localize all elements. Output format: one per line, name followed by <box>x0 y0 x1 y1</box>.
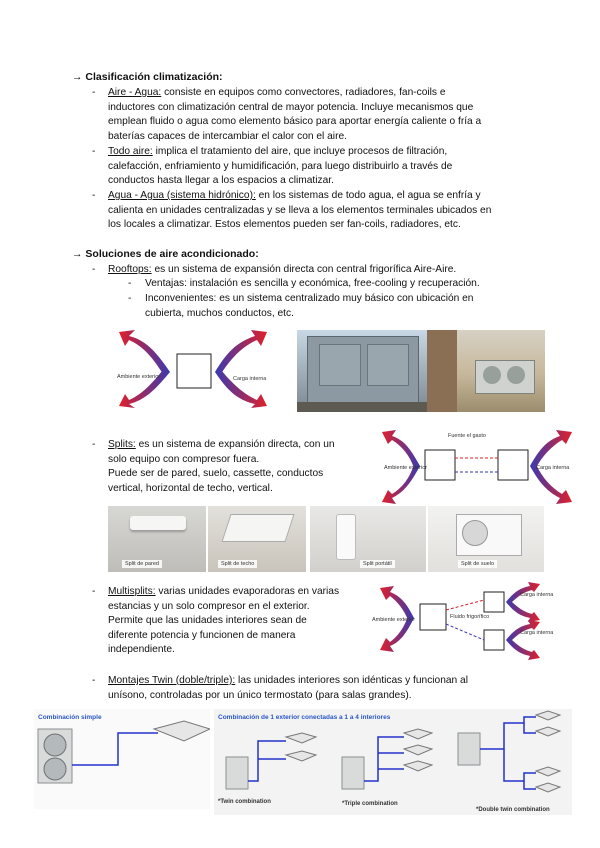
fan-icon <box>44 734 66 756</box>
item-splits <box>108 438 388 496</box>
arrow-out-icon <box>382 430 420 468</box>
text-line: calienta en unidades centralizadas y se lleva a los elementos terminales ubicados en <box>108 204 492 216</box>
bullet-dash: - <box>92 146 96 157</box>
arrow-in-right-icon <box>506 638 540 660</box>
outdoor-unit-icon <box>458 733 480 765</box>
simple-combination-panel <box>34 709 210 809</box>
text-line: inductores con climatización central de mayor potencia. Incluye mecanismos que <box>108 101 474 113</box>
split-wall-photo <box>108 506 206 572</box>
rooftop-roof-photo <box>427 330 545 412</box>
text-line: emplean fluido o agua como elemento básico para aportar energía caliente o fría a <box>108 116 482 128</box>
arrow-out-right-icon <box>215 330 267 374</box>
label-double-twin: *Double twin combination <box>476 807 550 813</box>
outdoor-unit-icon <box>342 757 364 789</box>
label-ambiente-exterior: Ambiente exterior <box>372 617 416 623</box>
term-aire-agua: Aire - Agua: <box>108 87 162 98</box>
label-carga-interna-1: Carga interna <box>520 592 554 598</box>
label-carga-interna: Carga interna <box>536 465 570 471</box>
label-triple: *Triple combination <box>342 801 398 807</box>
bullet-dash: - <box>92 675 96 686</box>
text-line: diferente potencia y funcionen de manera <box>108 629 296 641</box>
text-line: es un sistema de expansión directa con central frigorífica Aire-Aire. <box>151 264 457 275</box>
text-line: varias unidades evaporadoras en varias <box>155 586 340 597</box>
bullet-dash: - <box>92 87 96 98</box>
text-line: calefacción, enfriamiento y humidificación, para luego distribuirlo a través de <box>108 160 453 172</box>
label-fluido-frigorifico: Fluido frigorífico <box>450 614 490 620</box>
text-line: unísono, controladas por un único termostato (para salas grandes). <box>108 689 412 701</box>
bullet-dash: - <box>92 190 96 201</box>
term-multisplits: Multisplits: <box>108 586 156 597</box>
text-line: en los sistemas de todo agua, el agua se enfría y <box>255 190 481 201</box>
split-ceiling-photo <box>208 506 306 572</box>
outdoor-unit-icon <box>226 757 248 789</box>
label-carga-interna: Carga interna <box>233 376 267 382</box>
caption-split-suelo: Split de suelo <box>458 560 497 568</box>
text-line: cubierta, muchos conductos, etc. <box>145 307 294 319</box>
split-portable-photo <box>310 506 426 572</box>
text-line: independiente. <box>108 644 175 656</box>
text-line: vertical, horizontal de techo, vertical. <box>108 482 273 494</box>
indoor-unit-box <box>484 630 504 650</box>
item-rooftops <box>108 263 548 278</box>
item-agua-agua <box>108 189 548 233</box>
bullet-dash: - <box>128 293 132 304</box>
item-twin <box>108 674 548 703</box>
fan-icon <box>44 758 66 780</box>
caption-split-techo: Split de techo <box>218 560 257 568</box>
bullet-dash: - <box>92 586 96 597</box>
bullet-dash: - <box>92 439 96 450</box>
pipe-line <box>446 624 484 640</box>
section-title-clasificacion: → Clasificación climatización: <box>72 71 223 83</box>
caption-split-portatil: Split portátil <box>360 560 395 568</box>
rooftops-ventajas: Ventajas: instalación es sencilla y económica, free-cooling y recuperación. <box>145 278 480 289</box>
indoor-unit-box <box>484 592 504 612</box>
label-combinacion-title: Combinación de 1 exterior conectadas a 1 a 4 interiores <box>218 714 391 721</box>
split-diagram <box>380 428 580 508</box>
text-line: Puede ser de pared, suelo, cassette, conductos <box>108 468 324 480</box>
section-title-soluciones: → Soluciones de aire acondicionado: <box>72 248 259 260</box>
term-agua-agua: Agua - Agua (sistema hidrónico): <box>108 190 256 201</box>
text-line: solo equipo con compresor fuera. <box>108 453 260 465</box>
bullet-dash: - <box>92 264 96 275</box>
term-todo-aire: Todo aire: <box>108 146 153 157</box>
caption-split-pared: Split de pared <box>122 560 162 568</box>
text-line: las unidades interiores son idénticas y funcionan al <box>235 675 468 686</box>
text-line: Permite que las unidades interiores sean de <box>108 615 307 627</box>
label-combinacion-simple: Combinación simple <box>38 714 102 721</box>
twin-combinations-panel <box>214 709 572 815</box>
pipe-line <box>446 600 484 610</box>
arrow-out-right-icon <box>530 430 572 468</box>
label-twin: *Twin combination <box>218 799 271 805</box>
arrow-out-icon <box>119 330 170 374</box>
text-line: consiste en equipos como convectores, radiadores, fan-coils e <box>161 87 446 98</box>
unit-box <box>177 354 211 388</box>
split-floor-photo <box>428 506 544 572</box>
item-aire-agua <box>108 86 548 144</box>
term-splits: Splits: <box>108 439 136 450</box>
item-multisplits <box>108 585 388 658</box>
text-line: conductos hasta llegar a los espacios a climatizar. <box>108 175 334 187</box>
outdoor-unit-box <box>420 604 446 630</box>
term-rooftops: Rooftops: <box>108 264 152 275</box>
text-line: Inconvenientes: es un sistema centralizado muy básico con ubicación en <box>145 293 474 304</box>
outdoor-unit-box <box>425 450 455 480</box>
text-line: los locales a climatizar. Estos elementos pueden ser fan-coils, radiadores, etc. <box>108 219 461 231</box>
arrow-out-icon <box>380 586 414 620</box>
multisplit-diagram <box>372 582 572 664</box>
label-carga-interna-2: Carga interna <box>520 630 554 636</box>
text-line: baterías capaces de intercambiar el calor con el aire. <box>108 130 347 142</box>
label-ambiente-exterior: Ambiente exterior <box>117 374 161 380</box>
label-ambiente-exterior: Ambiente exterior <box>384 465 428 471</box>
rooftops-inconvenientes <box>145 292 473 321</box>
bullet-dash: - <box>128 278 132 289</box>
indoor-unit-box <box>498 450 528 480</box>
text-line: es un sistema de expansión directa, con un <box>135 439 335 450</box>
label-fuente: Fuente el gasto <box>448 433 486 439</box>
rooftop-diagram <box>115 330 295 408</box>
arrow-in-right-icon <box>506 600 540 622</box>
text-line: implica el tratamiento del aire, que incluye procesos de filtración, <box>152 146 448 157</box>
term-twin: Montajes Twin (doble/triple): <box>108 675 236 686</box>
rooftop-unit-photo <box>297 330 427 412</box>
item-todo-aire <box>108 145 548 189</box>
text-line: estancias y un solo compresor en el exterior. <box>108 600 310 612</box>
